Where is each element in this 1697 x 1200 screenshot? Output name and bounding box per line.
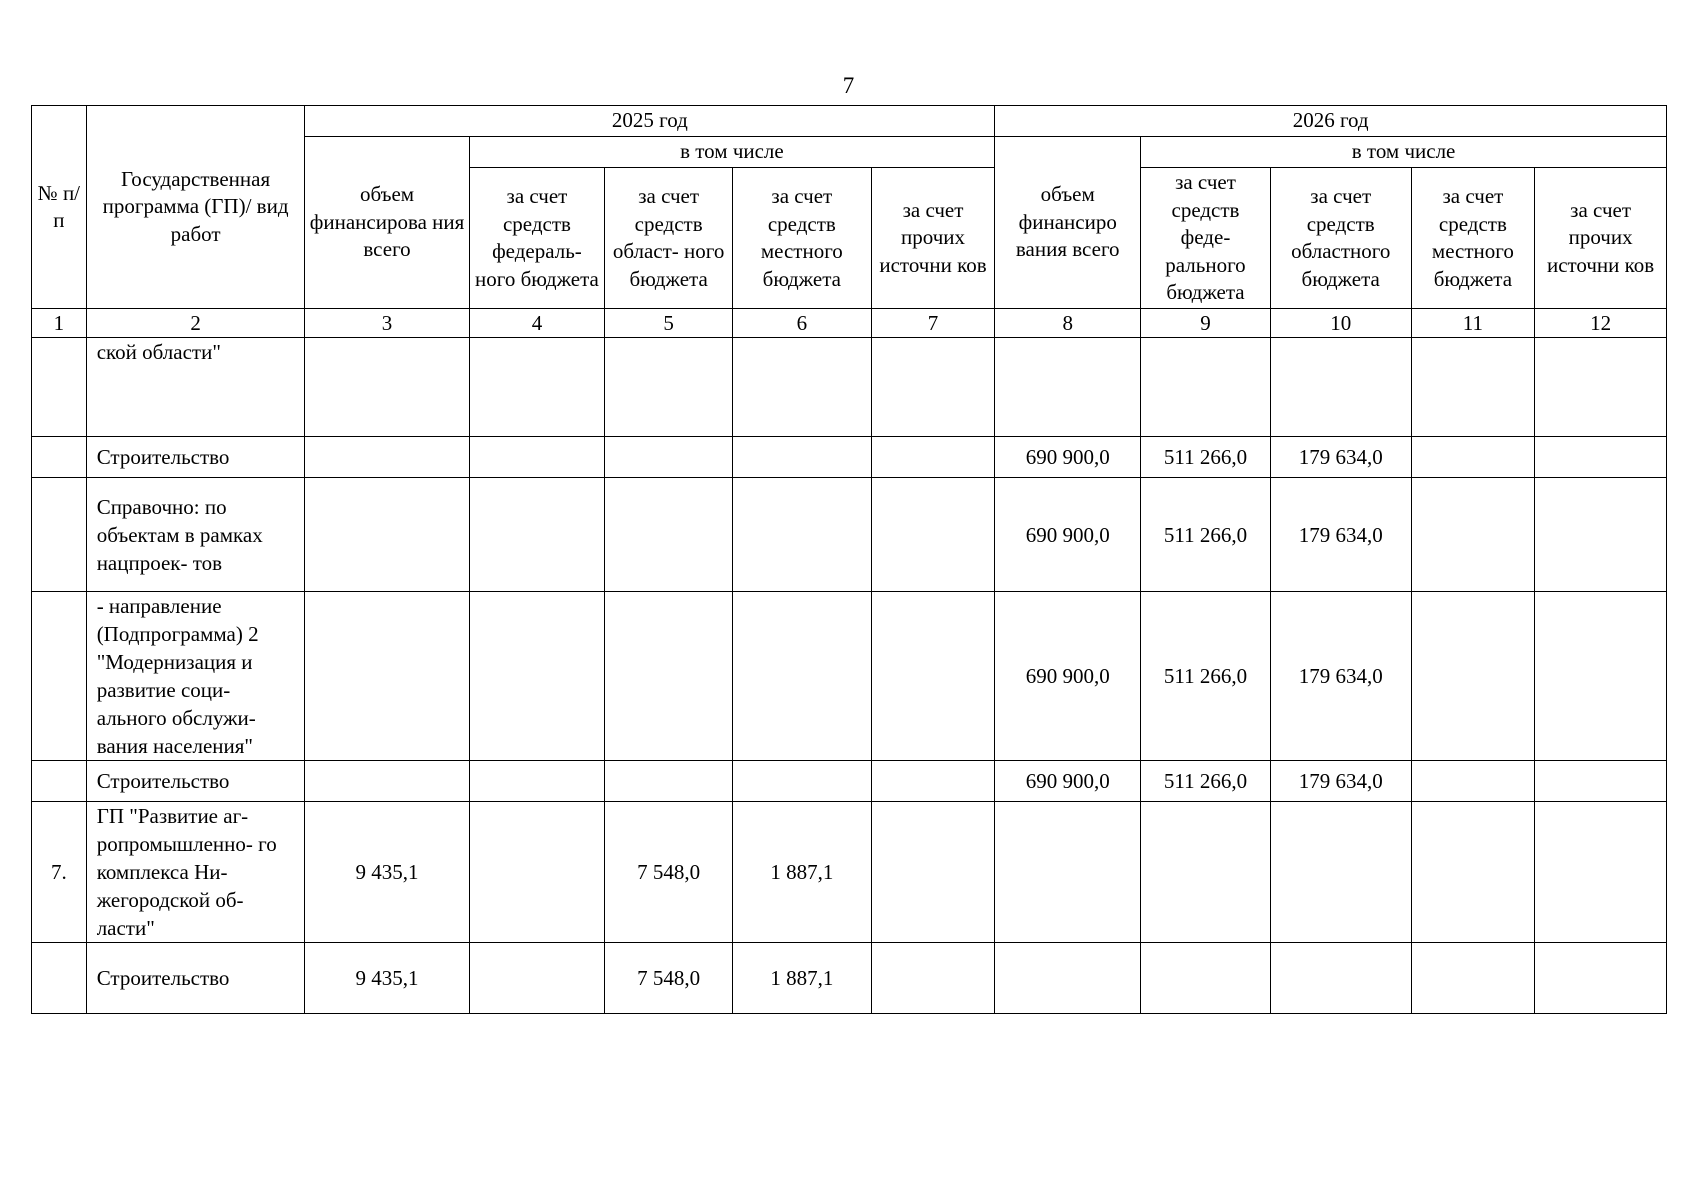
cell-other-2026	[1535, 338, 1667, 437]
cell-total-2025	[305, 437, 469, 478]
column-number: 5	[605, 309, 733, 338]
header-program: Государственная программа (ГП)/ вид работ	[86, 106, 305, 309]
row-number	[32, 761, 87, 802]
cell-local-2026	[1411, 437, 1535, 478]
header-federal-2026: за счет средств феде- рального бюджета	[1141, 168, 1271, 309]
cell-local-2025: 1 887,1	[732, 943, 871, 1014]
budget-table	[31, 105, 1667, 1014]
cell-federal-2025	[469, 802, 605, 943]
cell-federal-2026	[1141, 338, 1271, 437]
header-year-2025: 2025 год	[305, 106, 995, 137]
header-other-2026: за счет прочих источни ков	[1535, 168, 1667, 309]
cell-federal-2026: 511 266,0	[1141, 478, 1271, 592]
cell-federal-2026: 511 266,0	[1141, 592, 1271, 761]
cell-federal-2025	[469, 943, 605, 1014]
table-row	[32, 802, 1667, 943]
header-total-2025: объем финансирова ния всего	[305, 137, 469, 309]
column-number: 9	[1141, 309, 1271, 338]
page-number: 7	[842, 73, 855, 98]
cell-other-2026	[1535, 802, 1667, 943]
cell-total-2026	[995, 338, 1141, 437]
header-local-2025: за счет средств местного бюджета	[732, 168, 871, 309]
cell-other-2026	[1535, 761, 1667, 802]
cell-regional-2026	[1270, 802, 1411, 943]
header-row-years	[32, 106, 1667, 137]
column-number: 8	[995, 309, 1141, 338]
column-number: 6	[732, 309, 871, 338]
cell-federal-2025	[469, 338, 605, 437]
row-number	[32, 943, 87, 1014]
cell-other-2025	[871, 761, 995, 802]
column-number: 4	[469, 309, 605, 338]
cell-total-2026: 690 900,0	[995, 761, 1141, 802]
cell-local-2026	[1411, 943, 1535, 1014]
cell-federal-2026	[1141, 943, 1271, 1014]
cell-local-2025	[732, 761, 871, 802]
cell-local-2026	[1411, 592, 1535, 761]
cell-total-2025	[305, 761, 469, 802]
cell-other-2025	[871, 802, 995, 943]
column-number: 1	[32, 309, 87, 338]
cell-federal-2025	[469, 592, 605, 761]
cell-total-2025: 9 435,1	[305, 943, 469, 1014]
table-row	[32, 478, 1667, 592]
cell-total-2025: 9 435,1	[305, 802, 469, 943]
row-number	[32, 437, 87, 478]
cell-regional-2026: 179 634,0	[1270, 437, 1411, 478]
cell-local-2026	[1411, 802, 1535, 943]
cell-federal-2026	[1141, 802, 1271, 943]
row-name: Строительство	[86, 437, 305, 478]
header-total-2026: объем финансиро вания всего	[995, 137, 1141, 309]
cell-total-2025	[305, 338, 469, 437]
cell-regional-2025	[605, 592, 733, 761]
column-number: 2	[86, 309, 305, 338]
cell-other-2025	[871, 338, 995, 437]
cell-regional-2026: 179 634,0	[1270, 592, 1411, 761]
row-number	[32, 592, 87, 761]
cell-total-2025	[305, 592, 469, 761]
cell-other-2025	[871, 437, 995, 478]
cell-other-2026	[1535, 478, 1667, 592]
cell-regional-2025	[605, 338, 733, 437]
cell-regional-2026	[1270, 943, 1411, 1014]
cell-local-2025	[732, 478, 871, 592]
cell-federal-2025	[469, 437, 605, 478]
cell-regional-2025: 7 548,0	[605, 802, 733, 943]
cell-local-2025: 1 887,1	[732, 802, 871, 943]
column-number: 11	[1411, 309, 1535, 338]
row-name: Строительство	[86, 943, 305, 1014]
row-number	[32, 478, 87, 592]
header-including-2026: в том числе	[1141, 137, 1667, 168]
table-row	[32, 338, 1667, 437]
row-name: ской области"	[86, 338, 305, 437]
cell-federal-2025	[469, 761, 605, 802]
cell-federal-2026: 511 266,0	[1141, 761, 1271, 802]
header-including-2025: в том числе	[469, 137, 995, 168]
row-name: Строительство	[86, 761, 305, 802]
cell-total-2026	[995, 802, 1141, 943]
header-local-2026: за счет средств местного бюджета	[1411, 168, 1535, 309]
cell-regional-2026: 179 634,0	[1270, 761, 1411, 802]
table-row	[32, 761, 1667, 802]
column-number: 7	[871, 309, 995, 338]
header-federal-2025: за счет средств федераль- ного бюджета	[469, 168, 605, 309]
cell-local-2025	[732, 338, 871, 437]
table-row	[32, 943, 1667, 1014]
row-name: - направление (Подпрограмма) 2 "Модернизация и развитие соци- ального обслужи- вания населения"	[86, 592, 305, 761]
cell-other-2025	[871, 943, 995, 1014]
table-row	[32, 592, 1667, 761]
cell-other-2025	[871, 478, 995, 592]
cell-local-2025	[732, 592, 871, 761]
row-name: ГП "Развитие аг- ропромышленно- го комплекса Ни- жегородской об- ласти"	[86, 802, 305, 943]
cell-total-2026: 690 900,0	[995, 478, 1141, 592]
cell-local-2026	[1411, 761, 1535, 802]
cell-regional-2026	[1270, 338, 1411, 437]
table-row	[32, 437, 1667, 478]
cell-federal-2026: 511 266,0	[1141, 437, 1271, 478]
cell-federal-2025	[469, 478, 605, 592]
cell-total-2026: 690 900,0	[995, 592, 1141, 761]
column-number: 10	[1270, 309, 1411, 338]
cell-local-2025	[732, 437, 871, 478]
cell-regional-2025	[605, 478, 733, 592]
cell-regional-2025: 7 548,0	[605, 943, 733, 1014]
cell-other-2026	[1535, 592, 1667, 761]
cell-total-2026: 690 900,0	[995, 437, 1141, 478]
row-number	[32, 338, 87, 437]
cell-total-2026	[995, 943, 1141, 1014]
row-number: 7.	[32, 802, 87, 943]
row-name: Справочно: по объектам в рамках нацпроек- тов	[86, 478, 305, 592]
cell-other-2025	[871, 592, 995, 761]
column-number-row	[32, 309, 1667, 338]
header-other-2025: за счет прочих источни ков	[871, 168, 995, 309]
cell-regional-2025	[605, 761, 733, 802]
cell-regional-2025	[605, 437, 733, 478]
header-num: № п/п	[32, 106, 87, 309]
cell-total-2025	[305, 478, 469, 592]
column-number: 3	[305, 309, 469, 338]
header-regional-2026: за счет средств областного бюджета	[1270, 168, 1411, 309]
cell-local-2026	[1411, 478, 1535, 592]
column-number: 12	[1535, 309, 1667, 338]
header-regional-2025: за счет средств област- ного бюджета	[605, 168, 733, 309]
cell-other-2026	[1535, 943, 1667, 1014]
cell-local-2026	[1411, 338, 1535, 437]
cell-other-2026	[1535, 437, 1667, 478]
header-year-2026: 2026 год	[995, 106, 1667, 137]
cell-regional-2026: 179 634,0	[1270, 478, 1411, 592]
